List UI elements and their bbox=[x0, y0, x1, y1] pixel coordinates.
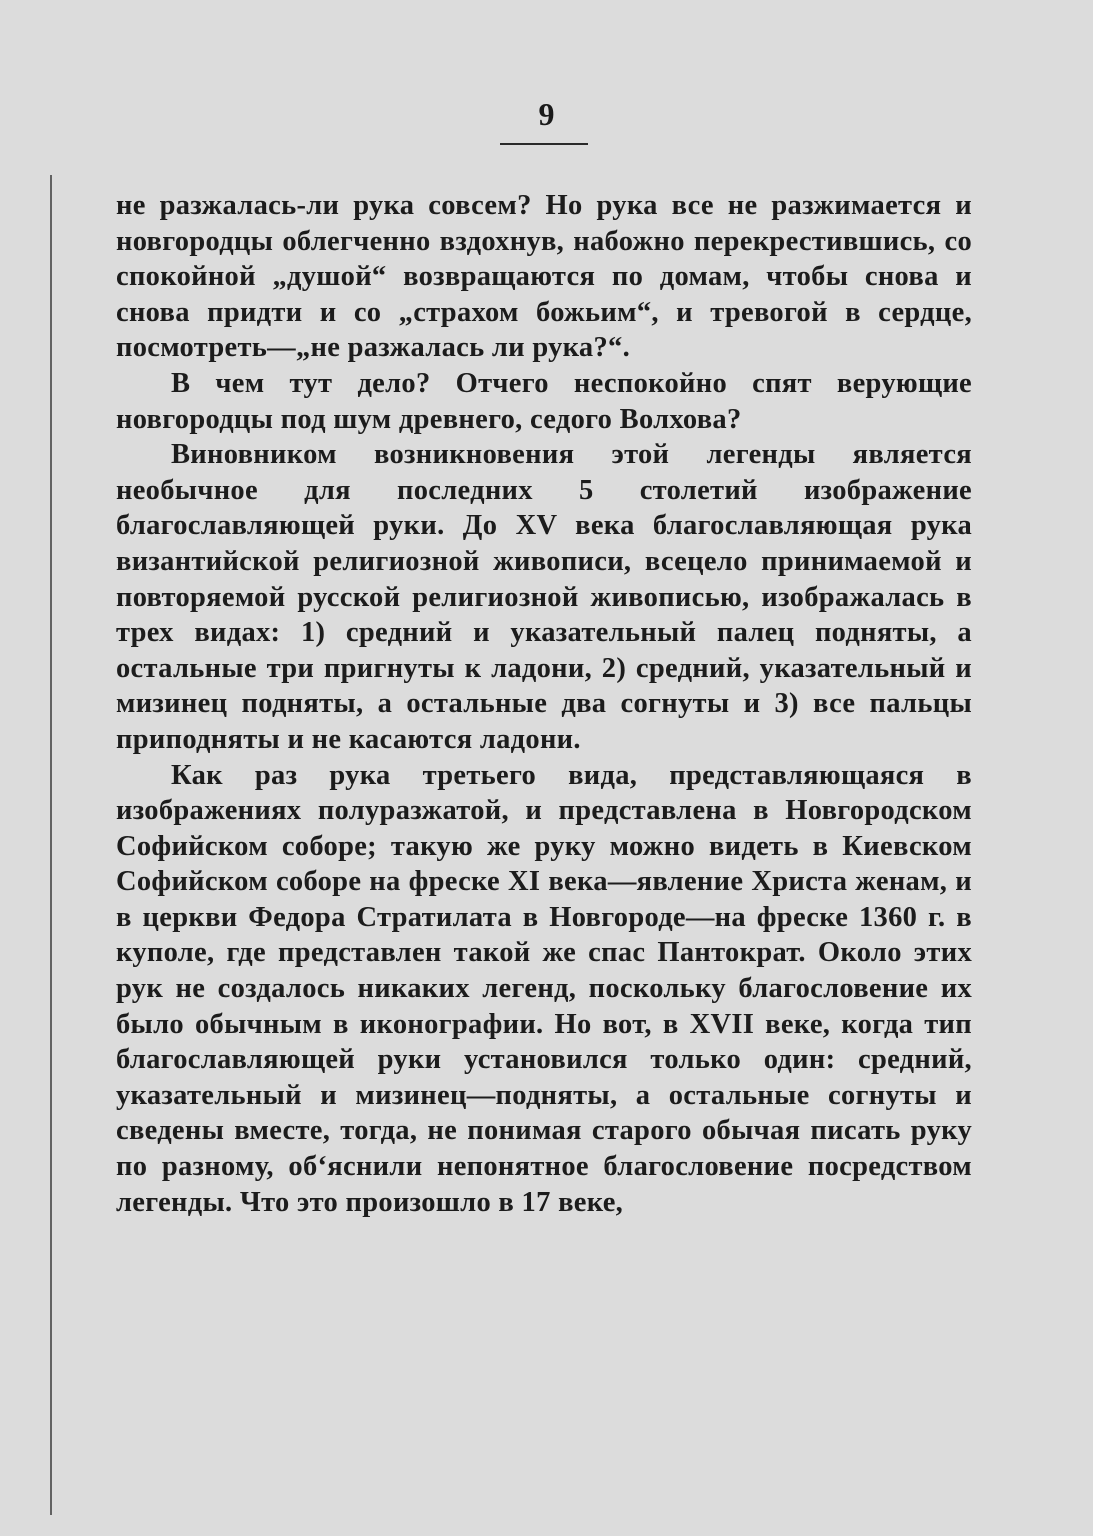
left-margin-line bbox=[50, 175, 52, 1515]
page-number: 9 bbox=[538, 96, 555, 132]
paragraph-1: не разжалась-ли рука совсем? Но рука все не разжимается и новгородцы облегченно вздохнув, набожно перекрестившись, со спокойной „душой“ возвращаются по домам, чтобы снова и снова придти и со „страхом божьим“, и тревогой в сердце, посмотреть—„не разжалась ли рука?“. bbox=[116, 190, 972, 364]
paragraph-3: Виновником возникновения этой легенды является необычное для последних 5 столетий изображение благославляющей руки. До XV века благославляющая рука византийской религиозной живописи, всецело принимаемой и повторяемой русской религиозной живописью, изображалась в трех видах: 1) средний и указательный палец подняты, а остальные три пригнуты к ладони, 2) средний, указательный и мизинец подняты, а остальные два согнуты и 3) все пальцы приподняты и не касаются ладони. bbox=[116, 439, 972, 755]
body-text bbox=[116, 188, 972, 1220]
page-number-underline bbox=[500, 143, 588, 145]
paragraph-2: В чем тут дело? Отчего неспокойно спят верующие новгородцы под шум древнего, седого Волхова? bbox=[116, 367, 972, 435]
paragraph-4: Как раз рука третьего вида, представляющаяся в изображениях полуразжатой, и представлена в Новгородском Софийском соборе; такую же руку можно видеть в Киевском Софийском соборе на фреске XI века—явление Христа женам, и в церкви Федора Стратилата в Новгороде—на фреске 1360 г. в куполе, где представлен такой же спас Пантократ. Около этих рук не создалось никаких легенд, поскольку благословение их было обычным в иконографии. Но вот, в XVII веке, когда тип благославляющей руки установился только один: средний, указательный и мизинец—подняты, а остальные согнуты и сведены вместе, тогда, не понимая старого обычая писать руку по разному, об‘яснили непонятное благословение посредством легенды. Что это произошло в 17 веке, bbox=[116, 759, 972, 1218]
